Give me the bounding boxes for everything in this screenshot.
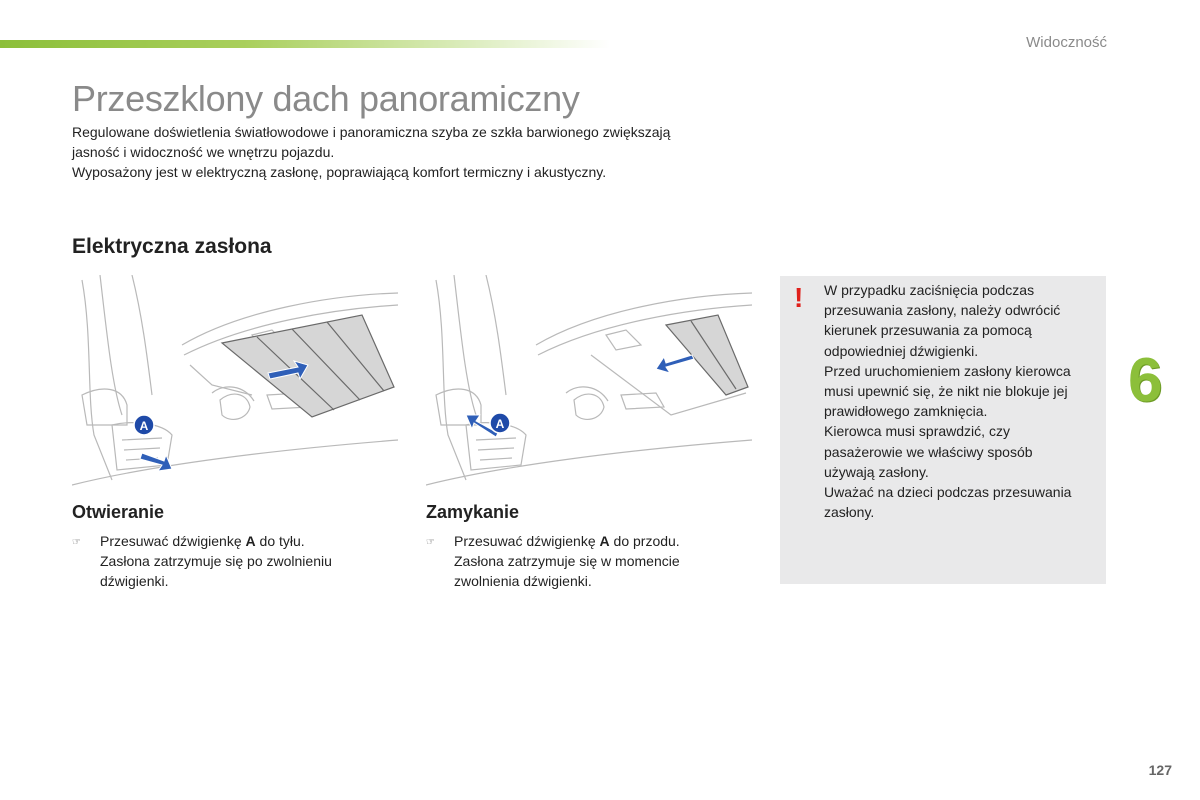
lever-a-label: A: [139, 419, 149, 433]
section-subtitle: Elektryczna zasłona: [72, 235, 272, 258]
intro-line: jasność i widoczność we wnętrzu pojazdu.: [72, 144, 335, 160]
opening-illustration: [72, 275, 398, 493]
closing-line-2: Zasłona zatrzymuje się w momencie: [454, 553, 680, 569]
opening-line-2: Zasłona zatrzymuje się po zwolnieniu: [100, 553, 332, 569]
closing-line-3: zwolnienia dźwigienki.: [454, 573, 592, 589]
pointing-hand-icon: ☞: [72, 537, 81, 548]
intro-line: Regulowane doświetlenia światłowodowe i panoramiczna szyba ze szkła barwionego zwiększają: [72, 124, 671, 140]
closing-illustration: [426, 275, 752, 493]
warning-line: zasłony.: [824, 504, 875, 521]
warning-line: prawidłowego zamknięcia.: [824, 403, 988, 420]
closing-instructions: [426, 531, 726, 591]
page-title: Przeszklony dach panoramiczny: [72, 78, 580, 119]
warning-line: pasażerowie we właściwy sposób: [824, 443, 1033, 460]
closing-line-1: [454, 531, 726, 551]
warning-line: Kierowca musi sprawdzić, czy: [824, 423, 1010, 440]
header-accent-bar: [0, 40, 610, 48]
opening-heading: Otwieranie: [72, 502, 165, 522]
warning-line: musi upewnić się, że nikt nie blokuje jej: [824, 383, 1068, 400]
opening-instructions: [72, 531, 372, 591]
opening-line-1-end: do tyłu.: [255, 533, 305, 549]
warning-line: przesuwania zasłony, należy odwrócić: [824, 302, 1061, 319]
chapter-number: 6: [1128, 346, 1163, 415]
closing-heading: Zamykanie: [426, 502, 520, 522]
intro-text: [72, 122, 772, 182]
warning-line: używają zasłony.: [824, 463, 929, 480]
lever-a-label: A: [495, 417, 505, 431]
closing-illustration-drawing: [426, 275, 752, 493]
opening-line-1: [100, 531, 372, 551]
exclamation-icon: !: [794, 282, 804, 313]
warning-line: W przypadku zaciśnięcia podczas: [824, 282, 1035, 298]
warning-line: kierunek przesuwania za pomocą: [824, 322, 1032, 339]
pointing-hand-icon: ☞: [426, 537, 435, 548]
warning-box: [780, 276, 1106, 584]
opening-illustration-drawing: [72, 275, 398, 493]
closing-line-1-end: do przodu.: [609, 533, 680, 549]
lever-reference: A: [245, 533, 256, 549]
intro-line: Wyposażony jest w elektryczną zasłonę, poprawiającą komfort termiczny i akustyczny.: [72, 164, 607, 180]
warning-line: odpowiedniej dźwigienki.: [824, 342, 979, 359]
closing-line-1-text: Przesuwać dźwigienkę: [454, 533, 600, 549]
lever-reference: A: [599, 533, 610, 549]
warning-text: [824, 280, 1102, 522]
warning-line: Przed uruchomieniem zasłony kierowca: [824, 362, 1071, 379]
section-name: Widoczność: [1026, 34, 1107, 51]
page-number: 127: [1148, 762, 1172, 778]
warning-line: Uważać na dzieci podczas przesuwania: [824, 484, 1072, 501]
opening-line-3: dźwigienki.: [100, 573, 169, 589]
opening-line-1-text: Przesuwać dźwigienkę: [100, 533, 246, 549]
